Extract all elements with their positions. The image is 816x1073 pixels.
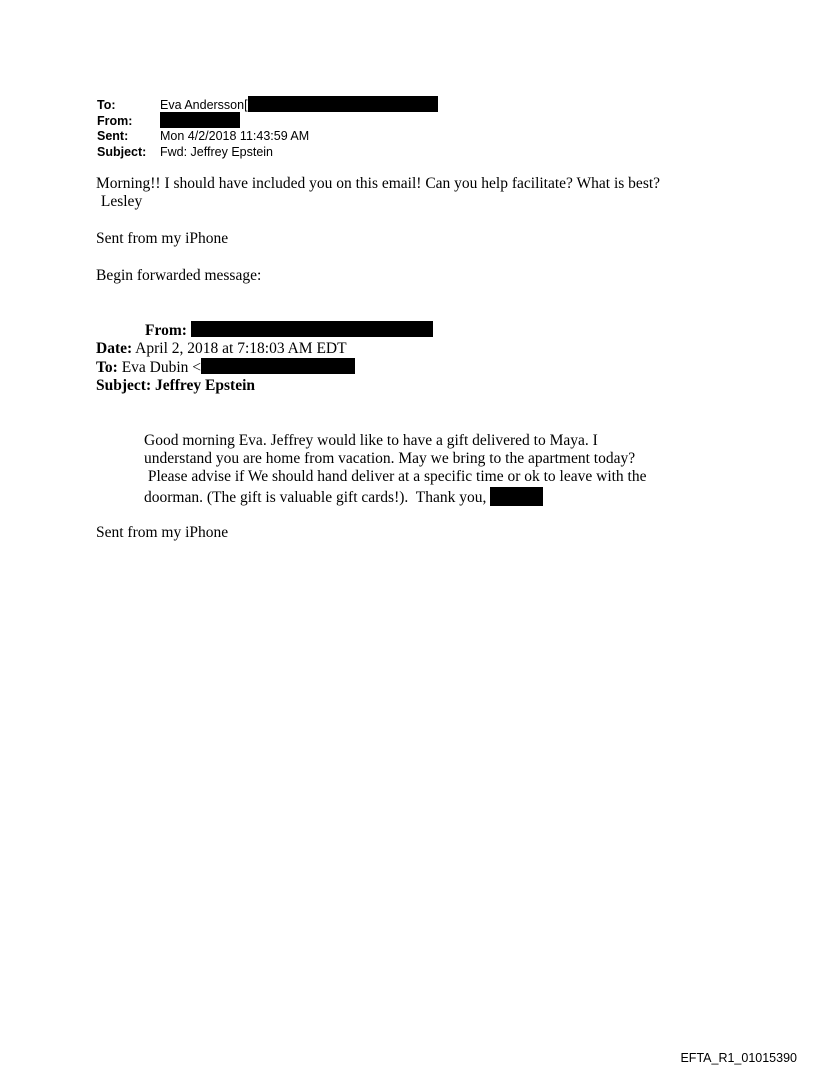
fwd-msg-line-2: understand you are home from vacation. May we bring to the apartment today? (144, 450, 636, 467)
redaction-box (191, 321, 433, 337)
to-label: To: (97, 98, 116, 112)
fwd-date-value: April 2, 2018 at 7:18:03 AM EDT (132, 340, 347, 357)
fwd-to-label: To: (96, 359, 118, 376)
fwd-msg-line-4 (144, 487, 543, 507)
redaction-box (160, 112, 240, 128)
sent-value: Mon 4/2/2018 11:43:59 AM (160, 129, 310, 143)
from-label: From: (97, 114, 133, 128)
header-to-row (97, 96, 438, 112)
from-value (160, 112, 240, 129)
fwd-from-row (145, 321, 433, 340)
redaction-box (201, 358, 355, 374)
header-sent-row (97, 128, 438, 144)
to-name: Eva Andersson[ (160, 98, 248, 112)
sent-from-iphone-1: Sent from my iPhone (96, 230, 229, 247)
begin-forwarded: Begin forwarded message: (96, 267, 262, 284)
email-header (97, 96, 438, 160)
subject-value: Fwd: Jeffrey Epstein (160, 145, 274, 159)
sent-from-iphone-2: Sent from my iPhone (96, 524, 229, 541)
to-value (160, 96, 438, 113)
redaction-box (490, 487, 543, 506)
fwd-subject: Subject: Jeffrey Epstein (96, 377, 255, 394)
body-line-1: Morning!! I should have included you on this email! Can you help facilitate? What is best? (96, 175, 661, 192)
fwd-msg-line-3: Please advise if We should hand deliver at a specific time or ok to leave with the (144, 468, 647, 485)
fwd-date-row (96, 340, 347, 358)
fwd-msg-line-4-text: doorman. (The gift is valuable gift cards!). Thank you, (144, 489, 487, 506)
fwd-msg-line-1: Good morning Eva. Jeffrey would like to have a gift delivered to Maya. I (144, 432, 598, 449)
fwd-to-value: Eva Dubin < (117, 359, 202, 376)
redaction-box (248, 96, 438, 112)
fwd-from-label: From: (145, 322, 187, 339)
header-subject-row (97, 144, 438, 160)
fwd-to-row (96, 358, 355, 377)
header-from-row (97, 112, 438, 128)
subject-label: Subject: (97, 145, 147, 159)
sent-label: Sent: (97, 129, 129, 143)
fwd-date-label: Date: (96, 340, 133, 357)
document-id: EFTA_R1_01015390 (680, 1051, 797, 1065)
body-signature: Lesley (97, 193, 143, 210)
